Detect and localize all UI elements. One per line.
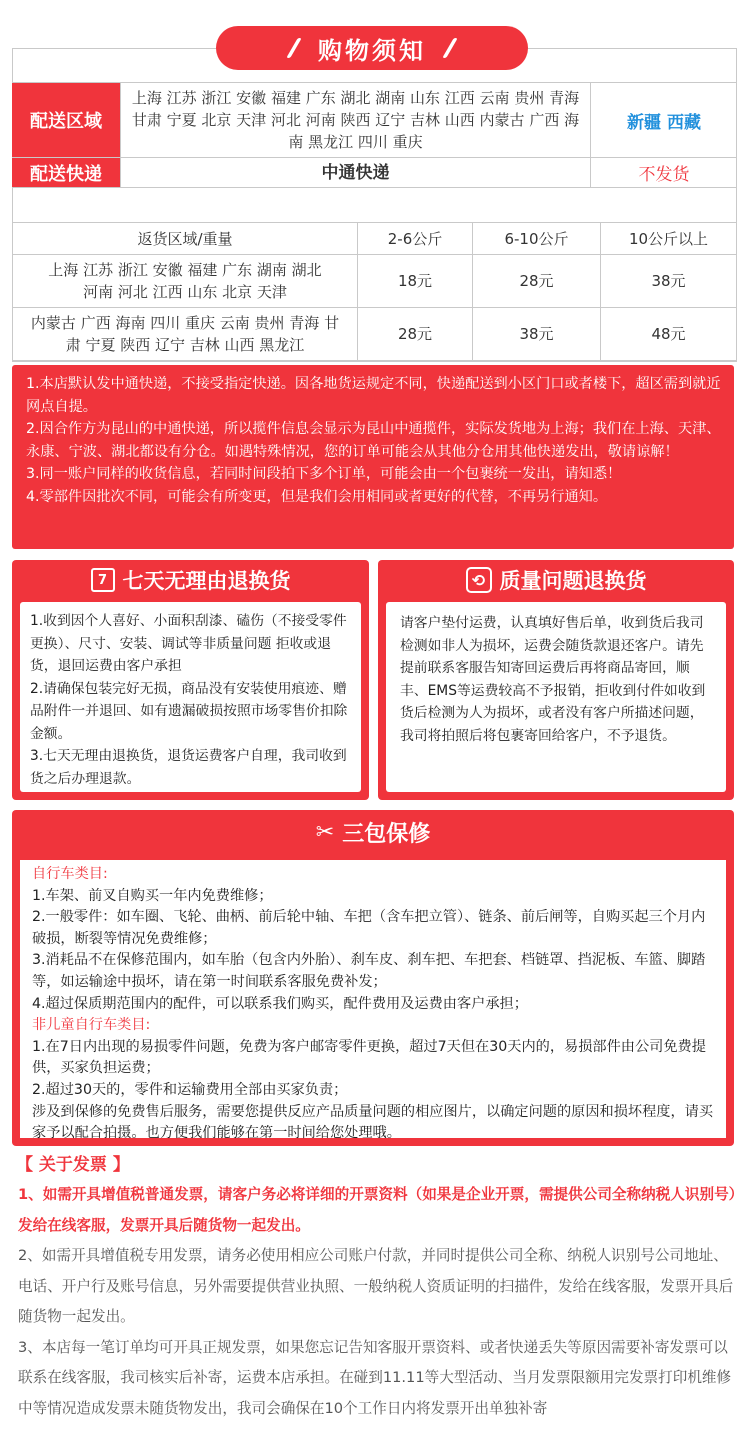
notice-item: 2.因合作方为昆山的中通快递，所以揽件信息会显示为昆山中通揽件，实际发货地为上海；我们在上海、天津、永康、宁波、湖北都设有分仓。如遇特殊情况，您的订单可能会从其他分仓用其他快递发出，敬请谅解！ bbox=[26, 421, 721, 460]
delivery-table bbox=[12, 82, 737, 188]
invoice-paragraph-2: 2、如需开具增值税专用发票，请务必使用相应公司账户付款，并同时提供公司全称、纳税人识别号公司地址、电话、开户行及账号信息，另外需要提供营业执照、一般纳税人资质证明的扫描件，发给在线客服，发票开具后随货物一起发出。 bbox=[18, 1247, 734, 1325]
list-item: 4.超过保质期范围内的配件，可以联系我们购买，配件费用及运费由客户承担； bbox=[32, 995, 528, 1012]
invoice-title: 【 关于发票 】 bbox=[16, 1155, 130, 1175]
quality-return-panel bbox=[378, 560, 734, 800]
kids-category-title: 非儿童自行车类目: bbox=[32, 1017, 151, 1034]
quality-body bbox=[386, 602, 726, 792]
return-table-header bbox=[13, 223, 737, 255]
calendar-icon: 7 bbox=[91, 568, 115, 592]
warranty-body bbox=[20, 860, 726, 1142]
list-item: 2.一般零件：如车圈、飞轮、曲柄、前后轮中轴、车把（含车把立管）、链条、前后闸等，自购买起三个月内破损，断裂等情况免费维修； bbox=[32, 909, 706, 947]
delivery-express-label: 配送快递 bbox=[12, 158, 121, 187]
quality-title: 质量问题退换货 bbox=[499, 569, 647, 593]
delivery-express-value: 中通快递 bbox=[121, 158, 591, 187]
slash-left-icon bbox=[286, 38, 302, 58]
seven-day-title: 七天无理由退换货 bbox=[122, 569, 291, 593]
notice-item: 1.本店默认发中通快递，不接受指定快递。因各地货运规定不同，快递配送到小区门口或者楼下，超区需到就近网点自提。 bbox=[26, 376, 721, 415]
return-region: 上海 江苏 浙江 安徽 福建 广东 湖南 湖北 河南 河北 江西 山东 北京 天津 bbox=[13, 255, 358, 308]
header-2-6kg: 2-6公斤 bbox=[358, 223, 473, 255]
list-item: 涉及到保修的免费售后服务，需要您提供反应产品质量问题的相应图片，以确定问题的原因和损坏程度，请买家予以配合拍摄。也方便我们能够在第一时间给您处理哦。 bbox=[32, 1103, 714, 1142]
no-ship-label: 不发货 bbox=[638, 165, 690, 185]
bike-category-title: 自行车类目: bbox=[32, 866, 108, 882]
notice-item: 4.零部件因批次不同，可能会有所变更，但是我们会用相同或者更好的代替，不再另行通知。 bbox=[26, 488, 608, 505]
list-item: 2.超过30天的，零件和运输费用全部由买家负责； bbox=[32, 1081, 348, 1098]
list-item: 3.消耗品不在保修范围内，如车胎（包含内外胎）、刹车皮、刹车把、车把套、档链罩、挡泥板、车篮、脚踏等，如运输途中损坏，请在第一时间联系客服免费补发； bbox=[32, 952, 706, 990]
header-10kg-plus: 10公斤以上 bbox=[601, 223, 737, 255]
page-title-text: 购物须知 bbox=[318, 36, 426, 65]
warranty-title: 三包保修 bbox=[342, 821, 431, 847]
invoice-paragraph-1: 1、如需开具增值税普通发票，请客户务必将详细的开票资料（如果是企业开票，需提供公司全称纳税人识别号）发给在线客服，发票开具后随货物一起发出。 bbox=[18, 1186, 736, 1234]
table-row bbox=[13, 308, 737, 361]
return-arrow-icon: ⟲ bbox=[466, 567, 492, 593]
list-item: 1.收到因个人喜好、小面积刮漆、磕伤（不接受零件更换）、尺寸、安装、调试等非质量问题 拒收或退货，退回运费由客户承担 bbox=[30, 613, 347, 674]
notice-item: 3.同一账户同样的收货信息，若同时间段拍下多个订单，可能会由一个包裹统一发出，请知悉！ bbox=[26, 466, 622, 482]
return-price: 28元 bbox=[473, 255, 601, 308]
warranty-panel bbox=[12, 810, 734, 1146]
shipping-notice-box bbox=[12, 365, 734, 549]
return-price: 18元 bbox=[358, 255, 473, 308]
warranty-header bbox=[12, 810, 734, 854]
list-item: 1.车架、前叉自购买一年内免费维修； bbox=[32, 887, 273, 904]
delivery-area-row bbox=[12, 82, 737, 157]
return-fee-table bbox=[12, 222, 737, 361]
invoice-section bbox=[12, 1150, 737, 1424]
page-title bbox=[216, 26, 528, 70]
delivery-area-list: 上海 江苏 浙江 安徽 福建 广东 湖北 湖南 山东 江西 云南 贵州 青海 甘肃 宁夏 北京 天津 河北 河南 陕西 辽宁 吉林 山西 内蒙古 广西 海南 黑龙江 四川 重庆 bbox=[121, 83, 591, 157]
return-price: 38元 bbox=[473, 308, 601, 361]
seven-day-header bbox=[12, 560, 369, 600]
delivery-express-row bbox=[12, 157, 737, 188]
return-price: 48元 bbox=[601, 308, 737, 361]
invoice-paragraph-3: 3、本店每一笔订单均可开具正规发票，如果您忘记告知客服开票资料、或者快递丢失等原因需要补寄发票可以联系在线客服，我司核实后补寄，运费本店承担。在碰到11.11等大型活动、当月发票限额用完发票打印机维修中等情况造成发票未随货物发出，我司会确保在10个工作日内将发票开出单独补寄 bbox=[18, 1338, 732, 1417]
return-price: 28元 bbox=[358, 308, 473, 361]
return-price: 38元 bbox=[601, 255, 737, 308]
seven-day-body bbox=[20, 602, 361, 792]
slash-right-icon bbox=[442, 38, 458, 58]
return-region: 内蒙古 广西 海南 四川 重庆 云南 贵州 青海 甘肃 宁夏 陕西 辽宁 吉林 山西 黑龙江 bbox=[13, 308, 358, 361]
table-row bbox=[13, 255, 737, 308]
header-6-10kg: 6-10公斤 bbox=[473, 223, 601, 255]
excluded-areas: 新疆 西藏 bbox=[627, 112, 701, 133]
header-region: 返货区域/重量 bbox=[13, 223, 358, 255]
list-item: 2.请确保包装完好无损，商品没有安装使用痕迹、赠品附件一并退回、如有遗漏破损按照市场零售价扣除金额。 bbox=[30, 680, 348, 742]
tools-icon: ✂ bbox=[315, 819, 335, 845]
quality-header bbox=[378, 560, 734, 600]
seven-day-return-panel bbox=[12, 560, 369, 800]
list-item: 3.七天无理由退换货，退货运费客户自理，我司收到货之后办理退款。 bbox=[30, 748, 347, 787]
list-item: 1.在7日内出现的易损零件问题，免费为客户邮寄零件更换，超过7天但在30天内的，易损部件由公司免费提供，买家负担运费； bbox=[32, 1038, 706, 1077]
quality-text: 请客户垫付运费，认真填好售后单，收到货后我司检测如非人为损坏，运费会随货款退还客户。请先提前联系客服告知寄回运费后再将商品寄回，顺丰、EMS等运费较高不予报销，拒收到付件如收到货后检测为人为损坏，或者没有客户所描述问题，我司将拍照后将包裹寄回给客户，不予退货。 bbox=[400, 615, 706, 744]
delivery-area-label: 配送区域 bbox=[12, 83, 121, 157]
